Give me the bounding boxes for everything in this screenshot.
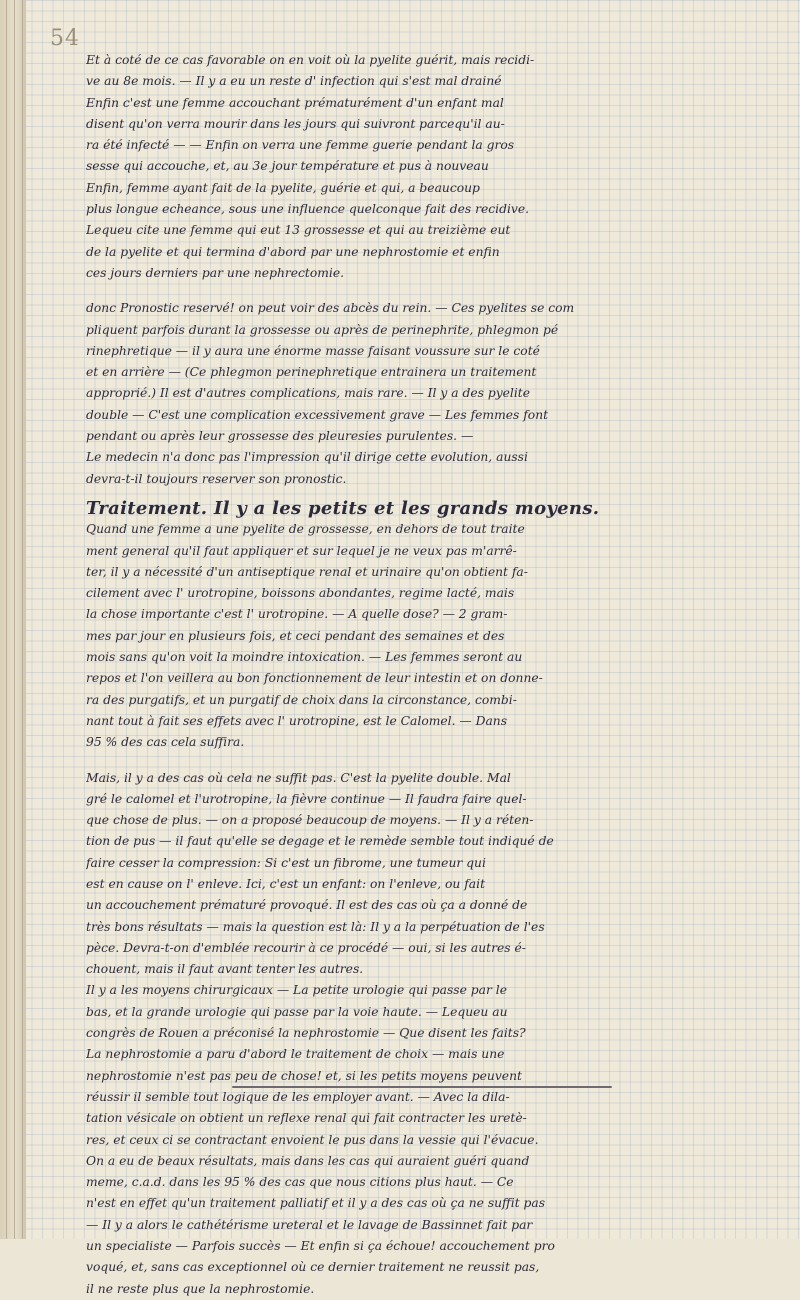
text-line: donc Pronostic reservé! on peut voir des abcès du rein. — Ces pyelites se com (86, 301, 575, 316)
handwritten-text (86, 50, 726, 1300)
binding-edge (0, 0, 26, 1239)
text-line: ra des purgatifs, et un purgatif de choix dans la circonstance, combi- (86, 692, 517, 707)
text-line: tation vésicale on obtient un reflexe renal qui fait contracter les uretè- (86, 1111, 527, 1126)
end-rule (232, 1086, 612, 1088)
text-line: Le medecin n'a donc pas l'impression qu'il dirige cette evolution, aussi (86, 450, 528, 465)
text-line: mois sans qu'on voit la moindre intoxication. — Les femmes seront au (86, 650, 523, 665)
text-line: repos et l'on veillera au bon fonctionnement de leur intestin et on donne- (86, 671, 543, 686)
text-line: double — C'est une complication excessivement grave — Les femmes font (86, 407, 549, 422)
text-line: Mais, il y a des cas où cela ne suffit pas. C'est la pyelite double. Mal (86, 770, 511, 785)
text-line: disent qu'on verra mourir dans les jours qui suivront parcequ'il au- (86, 116, 505, 131)
text-line: Enfin c'est une femme accouchant prématurément d'un enfant mal (86, 95, 504, 110)
text-line: ter, il y a nécessité d'un antiseptique renal et urinaire qu'on obtient fa- (86, 564, 528, 579)
text-line: approprié.) Il est d'autres complications, mais rare. — Il y a des pyelite (86, 386, 530, 401)
text-line: ces jours derniers par une nephrectomie. (86, 265, 345, 280)
text-line: Et à coté de ce cas favorable on en voit où la pyelite guérit, mais recidi- (86, 53, 535, 67)
text-line: mes par jour en plusieurs fois, et ceci pendant des semaines et des (86, 628, 505, 643)
text-line: chouent, mais il faut avant tenter les autres. (86, 962, 364, 977)
paragraph (86, 298, 726, 490)
binding-line (22, 0, 23, 1239)
text-line: est en cause on l' enleve. Ici, c'est un enfant: on l'enleve, ou fait (86, 876, 486, 891)
binding-line (14, 0, 15, 1239)
text-line: réussir il semble tout logique de les employer avant. — Avec la dila- (86, 1089, 510, 1104)
text-line: gré le calomel et l'urotropine, la fièvre continue — Il faudra faire quel- (86, 791, 527, 806)
text-line: de la pyelite et qui termina d'abord par une nephrostomie et enfin (86, 244, 500, 259)
text-line: bas, et la grande urologie qui passe par la voie haute. — Lequeu au (86, 1004, 508, 1019)
text-line: La nephrostomie a paru d'abord le traitement de choix — mais une (86, 1047, 505, 1062)
text-line: tion de pus — il faut qu'elle se degage et le remède semble tout indiqué de (86, 834, 554, 849)
text-line: meme, c.a.d. dans les 95 % des cas que nous citions plus haut. — Ce (86, 1175, 514, 1190)
text-line: Quand une femme a une pyelite de grossesse, en dehors de tout traite (86, 522, 525, 537)
text-line: pendant ou après leur grossesse des pleuresies purulentes. — (86, 429, 474, 444)
text-line: n'est en effet qu'un traitement palliatif et il y a des cas où ça ne suffit pas (86, 1196, 546, 1211)
binding-line (6, 0, 7, 1239)
text-line: pèce. Devra-t-on d'emblée recourir à ce procédé — oui, si les autres é- (86, 940, 526, 955)
text-line: Enfin, femme ayant fait de la pyelite, guérie et qui, a beaucoup (86, 180, 480, 195)
paragraph (86, 980, 726, 1299)
text-line: Il y a les moyens chirurgicaux — La petite urologie qui passe par le (86, 983, 507, 998)
text-line: sesse qui accouche, et, au 3e jour température et pus à nouveau (86, 159, 489, 174)
text-line: rinephretique — il y aura une énorme masse faisant voussure sur le coté (86, 343, 540, 358)
text-line: cilement avec l' urotropine, boissons abondantes, regime lacté, mais (86, 586, 515, 601)
text-line: devra-t-il toujours reserver son pronostic. (86, 471, 347, 486)
text-line: nephrostomie n'est pas peu de chose! et, si les petits moyens peuvent (86, 1068, 522, 1083)
text-line: voqué, et, sans cas exceptionnel où ce dernier traitement ne reussit pas, (86, 1260, 540, 1275)
text-line: et en arrière — (Ce phlegmon perinephretique entrainera un traitement (86, 365, 537, 380)
paragraph (86, 768, 726, 981)
text-line: un accouchement prématuré provoqué. Il est des cas où ça a donné de (86, 898, 528, 913)
text-line: ve au 8e mois. — Il y a eu un reste d' infection qui s'est mal drainé (86, 74, 502, 89)
section-heading: Traitement. Il y a les petits et les grands moyens. (86, 497, 600, 519)
text-line: que chose de plus. — on a proposé beaucoup de moyens. — Il y a réten- (86, 813, 534, 828)
page-number: 54 (50, 26, 80, 51)
text-line: On a eu de beaux résultats, mais dans les cas qui auraient guéri quand (86, 1153, 530, 1168)
text-line: Lequeu cite une femme qui eut 13 grossesse et qui au treizième eut (86, 223, 511, 238)
text-line: res, et ceux ci se contractant envoient le pus dans la vessie qui l'évacue. (86, 1132, 539, 1147)
text-line: ment general qu'il faut appliquer et sur lequel je ne veux pas m'arrê- (86, 543, 517, 558)
text-line: il ne reste plus que la nephrostomie. (86, 1281, 315, 1296)
text-line: plus longue echeance, sous une influence quelconque fait des recidive. (86, 202, 530, 217)
text-line: la chose importante c'est l' urotropine. — A quelle dose? — 2 gram- (86, 607, 508, 622)
paragraph (86, 50, 726, 284)
text-line: congrès de Rouen a préconisé la nephrostomie — Que disent les faits? (86, 1026, 526, 1041)
text-line: un specialiste — Parfois succès — Et enfin si ça échoue! accouchement pro (86, 1239, 555, 1254)
text-line: — Il y a alors le cathétérisme ureteral et le lavage de Bassinnet fait par (86, 1217, 533, 1232)
text-line: faire cesser la compression: Si c'est un fibrome, une tumeur qui (86, 855, 486, 870)
text-line: pliquent parfois durant la grossesse ou après de perinephrite, phlegmon pé (86, 322, 559, 337)
text-line: 95 % des cas cela suffira. (86, 735, 245, 750)
text-line: très bons résultats — mais la question est là: Il y a la perpétuation de l'es (86, 919, 545, 934)
text-line: ra été infecté — — Enfin on verra une femme guerie pendant la gros (86, 138, 515, 153)
text-line: nant tout à fait ses effets avec l' urotropine, est le Calomel. — Dans (86, 713, 508, 728)
paragraph (86, 498, 726, 754)
